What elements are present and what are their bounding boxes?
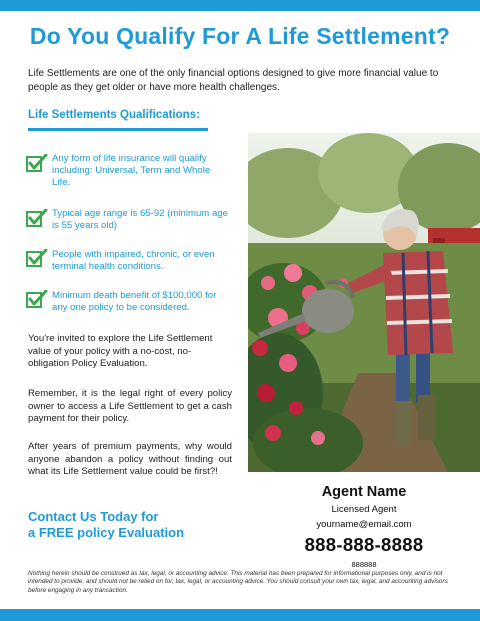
qualification-item: Minimum death benefit of $100,000 for any one policy to be considered. bbox=[52, 290, 217, 313]
checkbox-check-icon bbox=[26, 290, 48, 308]
gardener-photo bbox=[248, 133, 480, 472]
premium-paragraph: After years of premium payments, why would anyone abandon a policy without finding out what its Life Settlement value could be first?! bbox=[28, 441, 232, 477]
qualification-item: People with impaired, chronic, or even terminal health conditions. bbox=[52, 249, 215, 272]
disclaimer-text: Nothing herein should be construed as tax, legal, or accounting advice. This material has been prepared for informational purposes only, and is not intended to provide, and should not be relied on for, tax, legal, or accounting advice. You should consult your own tax, legal, and accounting advisors before engaging in any transaction. bbox=[28, 570, 448, 594]
agent-email[interactable]: yourname@email.com bbox=[316, 519, 412, 530]
checkbox-check-icon bbox=[26, 154, 48, 172]
agent-title: Licensed Agent bbox=[331, 504, 397, 515]
agent-license-number: 888888 bbox=[351, 560, 377, 569]
checkbox-check-icon bbox=[26, 209, 48, 227]
qualification-item: Any form of life insurance will qualify including: Universal, Term and Whole Life. bbox=[52, 153, 211, 188]
top-accent-bar bbox=[0, 0, 480, 11]
cta-line-2: a FREE policy Evaluation bbox=[28, 525, 185, 540]
page-title: Do You Qualify For A Life Settlement? bbox=[29, 23, 451, 49]
agent-contact-block bbox=[248, 484, 480, 569]
intro-text: Life Settlements are one of the only financial options designed to give more financial value to people as they get older or have more health challenges. bbox=[28, 68, 439, 93]
qualifications-heading: Life Settlements Qualifications: bbox=[28, 109, 200, 121]
checkbox-check-icon bbox=[26, 249, 48, 267]
legal-right-paragraph: Remember, it is the legal right of every policy owner to access a Life Settlement to get a cash payment for their policy. bbox=[28, 388, 232, 424]
cta-line-1: Contact Us Today for bbox=[28, 509, 159, 524]
bottom-accent-bar bbox=[0, 609, 480, 621]
qualifications-underline bbox=[28, 128, 208, 131]
invite-paragraph: You're invited to explore the Life Settlement value of your policy with a no-cost, no-obligation Policy Evaluation. bbox=[28, 333, 213, 369]
agent-phone[interactable]: 888-888-8888 bbox=[304, 534, 424, 555]
qualification-item: Typical age range is 65-92 (minimum age is 55 years old) bbox=[52, 208, 228, 231]
agent-name: Agent Name bbox=[321, 484, 407, 500]
call-to-action bbox=[28, 509, 228, 541]
